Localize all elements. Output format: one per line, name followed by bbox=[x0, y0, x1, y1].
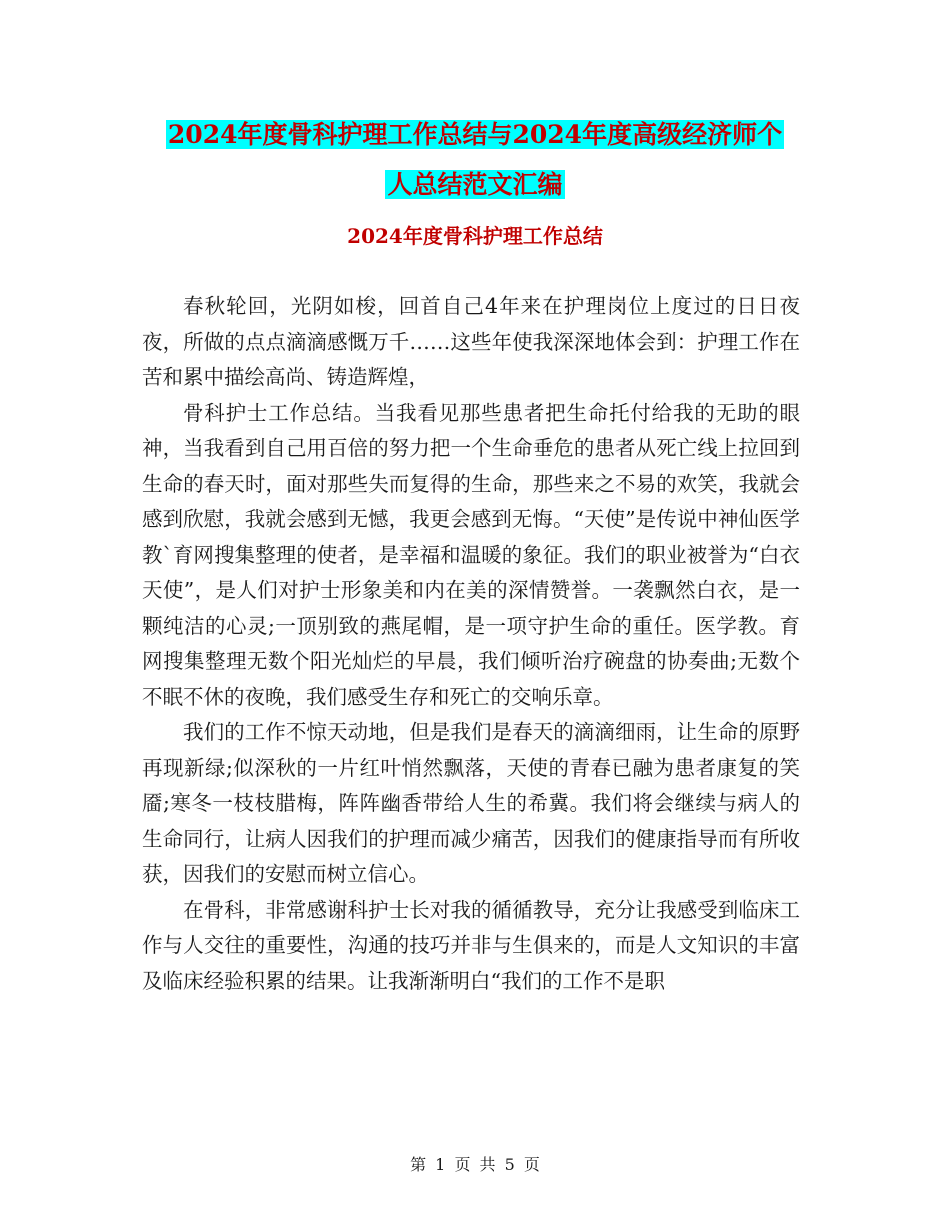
document-title bbox=[0, 110, 950, 210]
paragraph: 春秋轮回，光阴如梭，回首自己4年来在护理岗位上度过的日日夜夜，所做的点点滴滴感慨万千……这些年使我深深地体会到：护理工作在苦和累中描绘高尚、铸造辉煌， bbox=[142, 294, 800, 389]
document-title-line-1: 2024年度骨科护理工作总结与2024年度高级经济师个 bbox=[167, 120, 783, 149]
paragraph: 骨科护士工作总结。当我看见那些患者把生命托付给我的无助的眼神，当我看到自己用百倍的努力把一个生命垂危的患者从死亡线上拉回到生命的春天时，面对那些失而复得的生命，那些来之不易的欢笑，我就会感到欣慰，我就会感到无憾，我更会感到无悔。“天使”是传说中神仙医学教`育网搜集整理的使者，是幸福和温暖的象征。我们的职业被誉为“白衣天使”，是人们对护士形象美和内在美的深情赞誉。一袭飘然白衣，是一颗纯洁的心灵;一顶别致的燕尾帽，是一项守护生命的重任。医学教。育网搜集整理无数个阳光灿烂的早晨，我们倾听治疗碗盘的协奏曲;无数个不眠不休的夜晚，我们感受生存和死亡的交响乐章。 bbox=[142, 400, 800, 709]
section-title: 2024年度骨科护理工作总结 bbox=[347, 224, 603, 248]
paragraph: 我们的工作不惊天动地，但是我们是春天的滴滴细雨，让生命的原野再现新绿;似深秋的一片红叶悄然飘落，天使的青春已融为患者康复的笑靥;寒冬一枝枝腊梅，阵阵幽香带给人生的希冀。我们将会继续与病人的生命同行，让病人因我们的护理而减少痛苦，因我们的健康指导而有所收获，因我们的安慰而树立信心。 bbox=[142, 720, 800, 886]
body-text bbox=[142, 289, 800, 999]
document-title-line-2: 人总结范文汇编 bbox=[387, 170, 563, 199]
page-footer: 第 1 页 共 5 页 bbox=[410, 1155, 540, 1174]
paragraph: 在骨科，非常感谢科护士长对我的循循教导，充分让我感受到临床工作与人交往的重要性，沟通的技巧并非与生俱来的，而是人文知识的丰富及临床经验积累的结果。让我渐渐明白“我们的工作不是职 bbox=[142, 897, 800, 993]
